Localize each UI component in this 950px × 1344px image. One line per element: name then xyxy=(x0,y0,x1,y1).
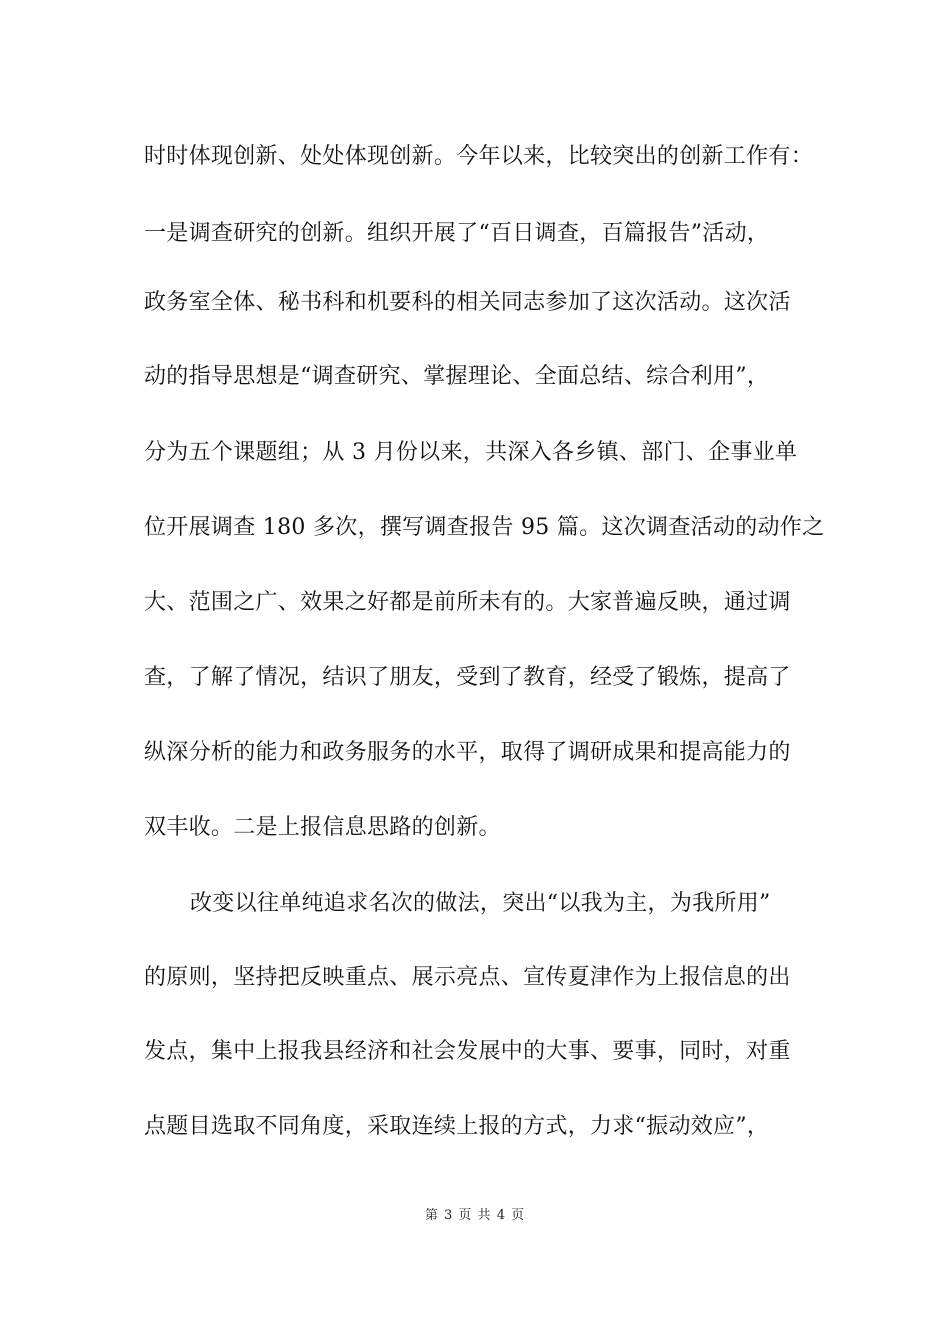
body-line-4: 动的指导思想是“调查研究、掌握理论、全面总结、综合利用”， xyxy=(144,364,770,389)
body-line-10: 双丰收。二是上报信息思路的创新。 xyxy=(144,815,501,840)
body-line-3: 政务室全体、秘书科和机要科的相关同志参加了这次活动。这次活 xyxy=(144,290,791,315)
body-line-12: 的原则，坚持把反映重点、展示亮点、宣传夏津作为上报信息的出 xyxy=(144,965,791,990)
body-line-1: 时时体现创新、处处体现创新。今年以来，比较突出的创新工作有： xyxy=(144,144,814,169)
body-line-9: 纵深分析的能力和政务服务的水平，取得了调研成果和提高能力的 xyxy=(144,740,791,765)
body-line-7: 大、范围之广、效果之好都是前所未有的。大家普遍反映，通过调 xyxy=(144,590,791,615)
body-line-8: 查，了解了情况，结识了朋友，受到了教育，经受了锻炼，提高了 xyxy=(144,665,791,690)
body-line-11: 改变以往单纯追求名次的做法，突出“以我为主，为我所用” xyxy=(190,891,771,916)
page-footer: 第 3 页 共 4 页 xyxy=(424,1208,526,1223)
body-line-5: 分为五个课题组；从 3 月份以来，共深入各乡镇、部门、企事业单 xyxy=(144,440,798,465)
body-line-6: 位开展调查 180 多次，撰写调查报告 95 篇。这次调查活动的动作之 xyxy=(144,515,825,540)
body-line-14: 点题目选取不同角度，采取连续上报的方式，力求“振动效应”， xyxy=(144,1114,770,1139)
body-line-13: 发点，集中上报我县经济和社会发展中的大事、要事，同时，对重 xyxy=(144,1039,791,1064)
body-line-2: 一是调查研究的创新。组织开展了“百日调查，百篇报告”活动， xyxy=(144,221,770,246)
